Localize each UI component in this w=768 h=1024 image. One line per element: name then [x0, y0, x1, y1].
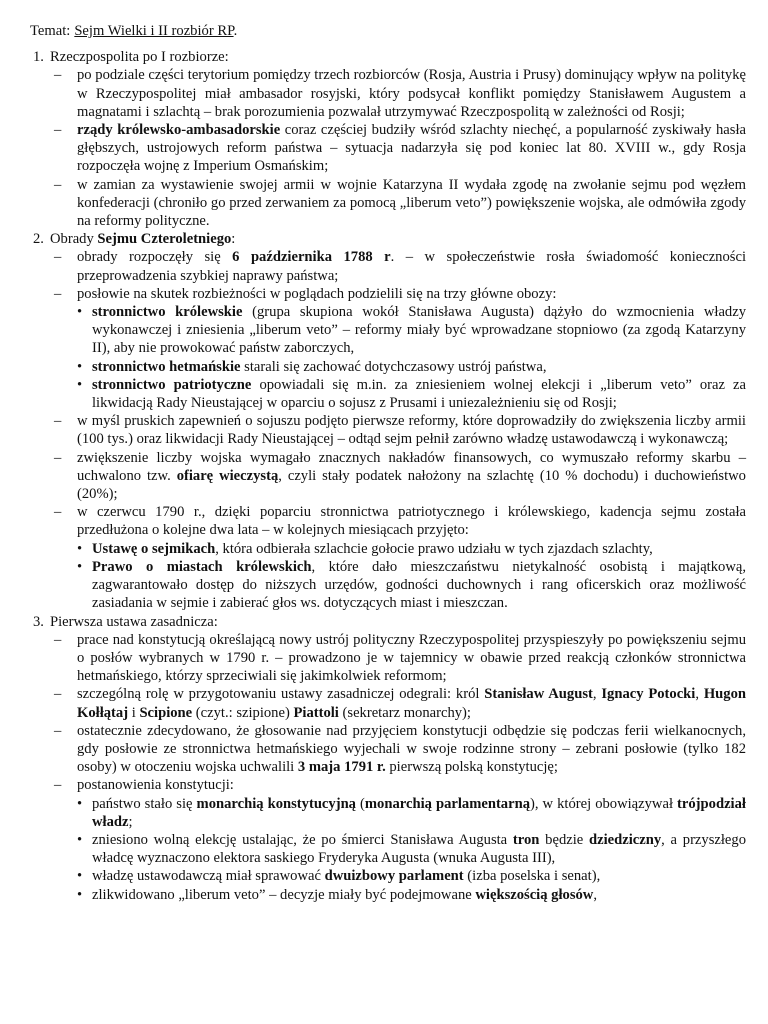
bullet-text [92, 377, 746, 411]
bullet-text [92, 559, 746, 611]
text-run: szczególną rolę w przygotowaniu ustawy zasadniczej odegrali: król [77, 686, 485, 703]
dash-item [50, 66, 746, 121]
text-run: coraz częściej budziły wśród szlachty niechęć, a popularność zyskiwały hasła głębszych, ustrojowych reform państwa – sytuacja nadarzyła się pod koniec lat 80. XVIII w., gdy Rosja rozpoczęła wojnę z Imperium Osmańskim; [77, 122, 746, 175]
bullet-marker: • [77, 868, 83, 885]
bullet-list [77, 540, 746, 613]
bullet-marker: • [77, 358, 83, 375]
item-text [77, 504, 746, 538]
text-run: w czerwcu 1790 r., dzięki poparciu stronnictwa patriotycznego i królewskiego, kadencja sejmu została przedłużona o kolejne dwa lata – w kolejnych miesiącach przyjęto: [77, 504, 746, 539]
text-run: (grupa skupiona wokół Stanisława Augusta) dążyło do wzmocnienia władzy wykonawczej i zniesienia „liberum veto” – reformy miały być wprowadzane stopniowo (za zgodą Katarzyny II), aby nie prowokować państw zaborczych, [92, 304, 747, 357]
section-list [30, 48, 746, 904]
dash-marker: – [54, 67, 62, 84]
topic-label: Temat: [30, 23, 71, 39]
text-run: opowiadali się m.in. za zniesieniem wolnej elekcji i „liberum veto” oraz za likwidacją Rady Nieustającej w oparciu o sojusz z Prusami i uniezależnieniu się od Rosji; [92, 376, 747, 412]
bold-text: ofiarę wieczystą [176, 467, 279, 484]
section-number: 2. [33, 231, 44, 248]
text-run: , czyli stały podatek nałożony na szlachtę (10 % dochodu) i duchowieństwo (20%); [77, 467, 746, 503]
dash-marker: – [54, 449, 62, 466]
bold-text: stronnictwo patriotyczne [92, 376, 252, 393]
bullet-marker: • [77, 831, 83, 848]
text-run: pierwszą polską konstytucję; [385, 759, 558, 776]
dash-item [50, 176, 746, 231]
bullet-marker: • [77, 886, 83, 903]
topic-period: . [233, 23, 238, 39]
bold-text: Stanisław August [484, 686, 593, 703]
dash-item [50, 685, 746, 721]
section-1 [30, 48, 746, 230]
dash-list [50, 66, 746, 230]
item-text [77, 67, 746, 119]
dash-list [50, 248, 746, 612]
topic-title: Sejm Wielki i II rozbiór RP [74, 23, 234, 39]
text-run: władzę ustawodawczą miał sprawować [92, 868, 325, 885]
dash-item [50, 503, 746, 612]
bold-text: stronnictwo hetmańskie [92, 358, 241, 375]
text-run: ), w której obowiązywał [530, 795, 678, 812]
dash-item [50, 412, 746, 448]
bullet-item [77, 831, 746, 867]
item-text [77, 777, 234, 793]
text-run: po podziale części terytorium pomiędzy trzech rozbiorców (Rosja, Austria i Prusy) dominujący wpływ na politykę w Rzeczypospolitej miał ambasador rosyjski, który podsycał konflikt pomiędzy Stanisławem Augustem a magnatami i szlachtą – brak porozumienia pozwalał utrzymywać Rzeczpospolitą w zależności od Rosji; [77, 67, 746, 120]
text-run: zniesiono wolną elekcję ustalając, że po śmierci Stanisława Augusta [92, 831, 513, 848]
bullet-list [77, 795, 746, 904]
section-title [50, 613, 746, 631]
dash-item [50, 248, 746, 284]
topic-line [30, 22, 746, 40]
text-run: będzie [539, 831, 589, 848]
bullet-item [77, 795, 746, 831]
bold-text: Prawo o miastach królewskich [92, 558, 312, 575]
text-run: ; [128, 813, 133, 830]
section-number: 3. [33, 613, 44, 630]
bold-text: monarchią konstytucyjną [196, 795, 356, 812]
text-run: zlikwidowano „liberum veto” – decyzje miały być podejmowane [92, 886, 476, 903]
bullet-marker: • [77, 304, 83, 321]
text-run: (sekretarz monarchy); [338, 704, 471, 721]
dash-item [50, 722, 746, 777]
text-run: , które dało mieszczaństwu nietykalność osobistą i majątkową, zagwarantowało dostęp do niższych urzędów, godności duchownych i rang oficerskich oraz możliwość zasiadania w sejmie i zabierać głos ws. dotyczących miast i mieszczan. [92, 558, 746, 612]
bullet-item [77, 376, 746, 412]
dash-marker: – [54, 686, 62, 703]
text-run: zwiększenie liczby wojska wymagało znacznych nakładów finansowych, co wymuszało reformy skarbu – uchwalono tzw. [77, 449, 746, 484]
bold-text: trójpodział władz [92, 795, 746, 830]
text-run: w myśl pruskich zapewnień o sojuszu podjęto pierwsze reformy, które doprowadziły do zwiększenia liczby armii (100 tys.) oraz likwidacji Rady Nieustającej – odtąd sejm pełnił zarówno władzę ustawodawczą i wykonawczą; [77, 413, 746, 448]
item-text [77, 686, 746, 720]
dash-marker: – [54, 413, 62, 430]
item-text [77, 413, 746, 447]
bullet-list [77, 303, 746, 412]
bold-text: Piattoli [293, 704, 339, 721]
text-run: postanowienia konstytucji: [77, 777, 234, 794]
dash-marker: – [54, 504, 62, 521]
text-run: starali się zachować dotychczasowy ustrój państwa, [240, 358, 547, 375]
text-run: , która odbierała szlachcie gołocie prawo udziału w tych zjazdach szlachty, [215, 540, 653, 557]
section-title [50, 48, 746, 66]
bold-text: dziedziczny [589, 831, 662, 848]
bullet-item [77, 303, 746, 358]
dash-marker: – [54, 285, 62, 302]
item-text [77, 122, 746, 174]
bold-text: monarchią parlamentarną [364, 795, 530, 812]
bold-text: 6 października 1788 r [232, 249, 391, 266]
dash-marker: – [54, 777, 62, 794]
bold-text: Scipione [139, 704, 193, 721]
text-run: . – w społeczeństwie rosła świadomość konieczności przeprowadzenia szybkiej naprawy państwa; [77, 249, 746, 284]
section-2 [30, 230, 746, 612]
bold-text: tron [512, 831, 540, 848]
dash-item [50, 121, 746, 176]
text-run: ( [355, 795, 365, 812]
bold-text: rządy królewsko-ambasadorskie [77, 122, 281, 139]
bullet-marker: • [77, 540, 83, 557]
bullet-item [77, 886, 746, 904]
text-run: , [592, 686, 602, 703]
dash-marker: – [54, 122, 62, 139]
bullet-marker: • [77, 795, 83, 812]
bold-text: Ustawę o sejmikach [92, 540, 216, 557]
text-run: (czyt.: szipione) [192, 704, 294, 721]
bold-text: większością głosów [475, 886, 594, 903]
bold-text: dwuizbowy parlament [324, 868, 464, 885]
item-text [77, 249, 746, 283]
bold-text: stronnictwo królewskie [92, 304, 243, 321]
text-run: w zamian za wystawienie swojej armii w wojnie Katarzyna II wydała zgodę na zwołanie sejmu pod węzłem konfederacji (chroniło go przed zerwaniem za pomocą „liberum veto”) powiększenie wojska, ale odmówiła zgody na reformy polityczne. [77, 176, 746, 230]
bullet-text [92, 304, 746, 356]
item-text [77, 450, 746, 502]
bullet-text [92, 359, 546, 375]
item-text [77, 286, 556, 302]
dash-marker: – [54, 249, 62, 266]
bold-text: 3 maja 1791 r. [297, 759, 386, 776]
section-number: 1. [33, 49, 44, 66]
dash-item [50, 631, 746, 686]
bold-text: Hugon Kołłątaj [77, 686, 747, 721]
bold-text: Ignacy Potocki [601, 686, 696, 703]
bullet-item [77, 540, 746, 558]
text-run: (izba poselska i senat), [463, 868, 601, 885]
dash-marker: – [54, 631, 62, 648]
text-run: , a przyszłego władcę wyznaczono elektora saskiego Fryderyka Augusta (wnuka Augusta III), [92, 831, 746, 867]
bullet-item [77, 358, 746, 376]
bold-text: Sejmu Czteroletniego [97, 231, 232, 248]
text-run: Pierwsza ustawa zasadnicza: [50, 613, 218, 630]
section-title [50, 230, 746, 248]
bullet-item [77, 867, 746, 885]
text-run: prace nad konstytucją określającą nowy ustrój polityczny Rzeczypospolitej przyspieszyły po powiększeniu sejmu o posłów wybranych w 1790 r. – prowadzono je w tajemnicy w obawie przed reakcją członków stronnictwa hetmańskiego, którzy sprzeciwiali się jakimkolwiek reformom; [77, 631, 746, 685]
text-run: Rzeczpospolita po I rozbiorze: [50, 49, 229, 66]
bullet-text [92, 796, 746, 830]
item-text [77, 177, 746, 229]
text-run: obrady rozpoczęły się [77, 249, 233, 266]
dash-list [50, 631, 746, 904]
bullet-text [92, 868, 600, 884]
text-run: ostatecznie zdecydowano, że głosowanie nad przyjęciem konstytucji odbędzie się podczas ferii wielkanocnych, gdy posłowie ze stronnictwa hetmańskiego wyjechali w swoje rodzinne strony – zebrani posłowie (tylko 182 osoby) w otoczeniu wojska uchwalili [77, 722, 746, 776]
item-text [77, 632, 746, 684]
dash-item [50, 449, 746, 504]
bullet-text [92, 832, 746, 866]
item-text [77, 723, 746, 775]
dash-marker: – [54, 176, 62, 193]
bullet-item [77, 558, 746, 613]
text-run: Obrady [50, 231, 98, 248]
dash-item [50, 776, 746, 903]
text-run: , [593, 886, 597, 903]
text-run: państwo stało się [92, 795, 197, 812]
text-run: i [128, 704, 140, 721]
text-run: , [695, 686, 704, 703]
dash-marker: – [54, 722, 62, 739]
bullet-marker: • [77, 376, 83, 393]
dash-item [50, 285, 746, 412]
bullet-marker: • [77, 558, 83, 575]
text-run: : [231, 231, 236, 248]
section-3 [30, 613, 746, 904]
bullet-text [92, 541, 653, 557]
text-run: posłowie na skutek rozbieżności w poglądach podzielili się na trzy główne obozy: [77, 285, 557, 302]
bullet-text [92, 887, 597, 903]
